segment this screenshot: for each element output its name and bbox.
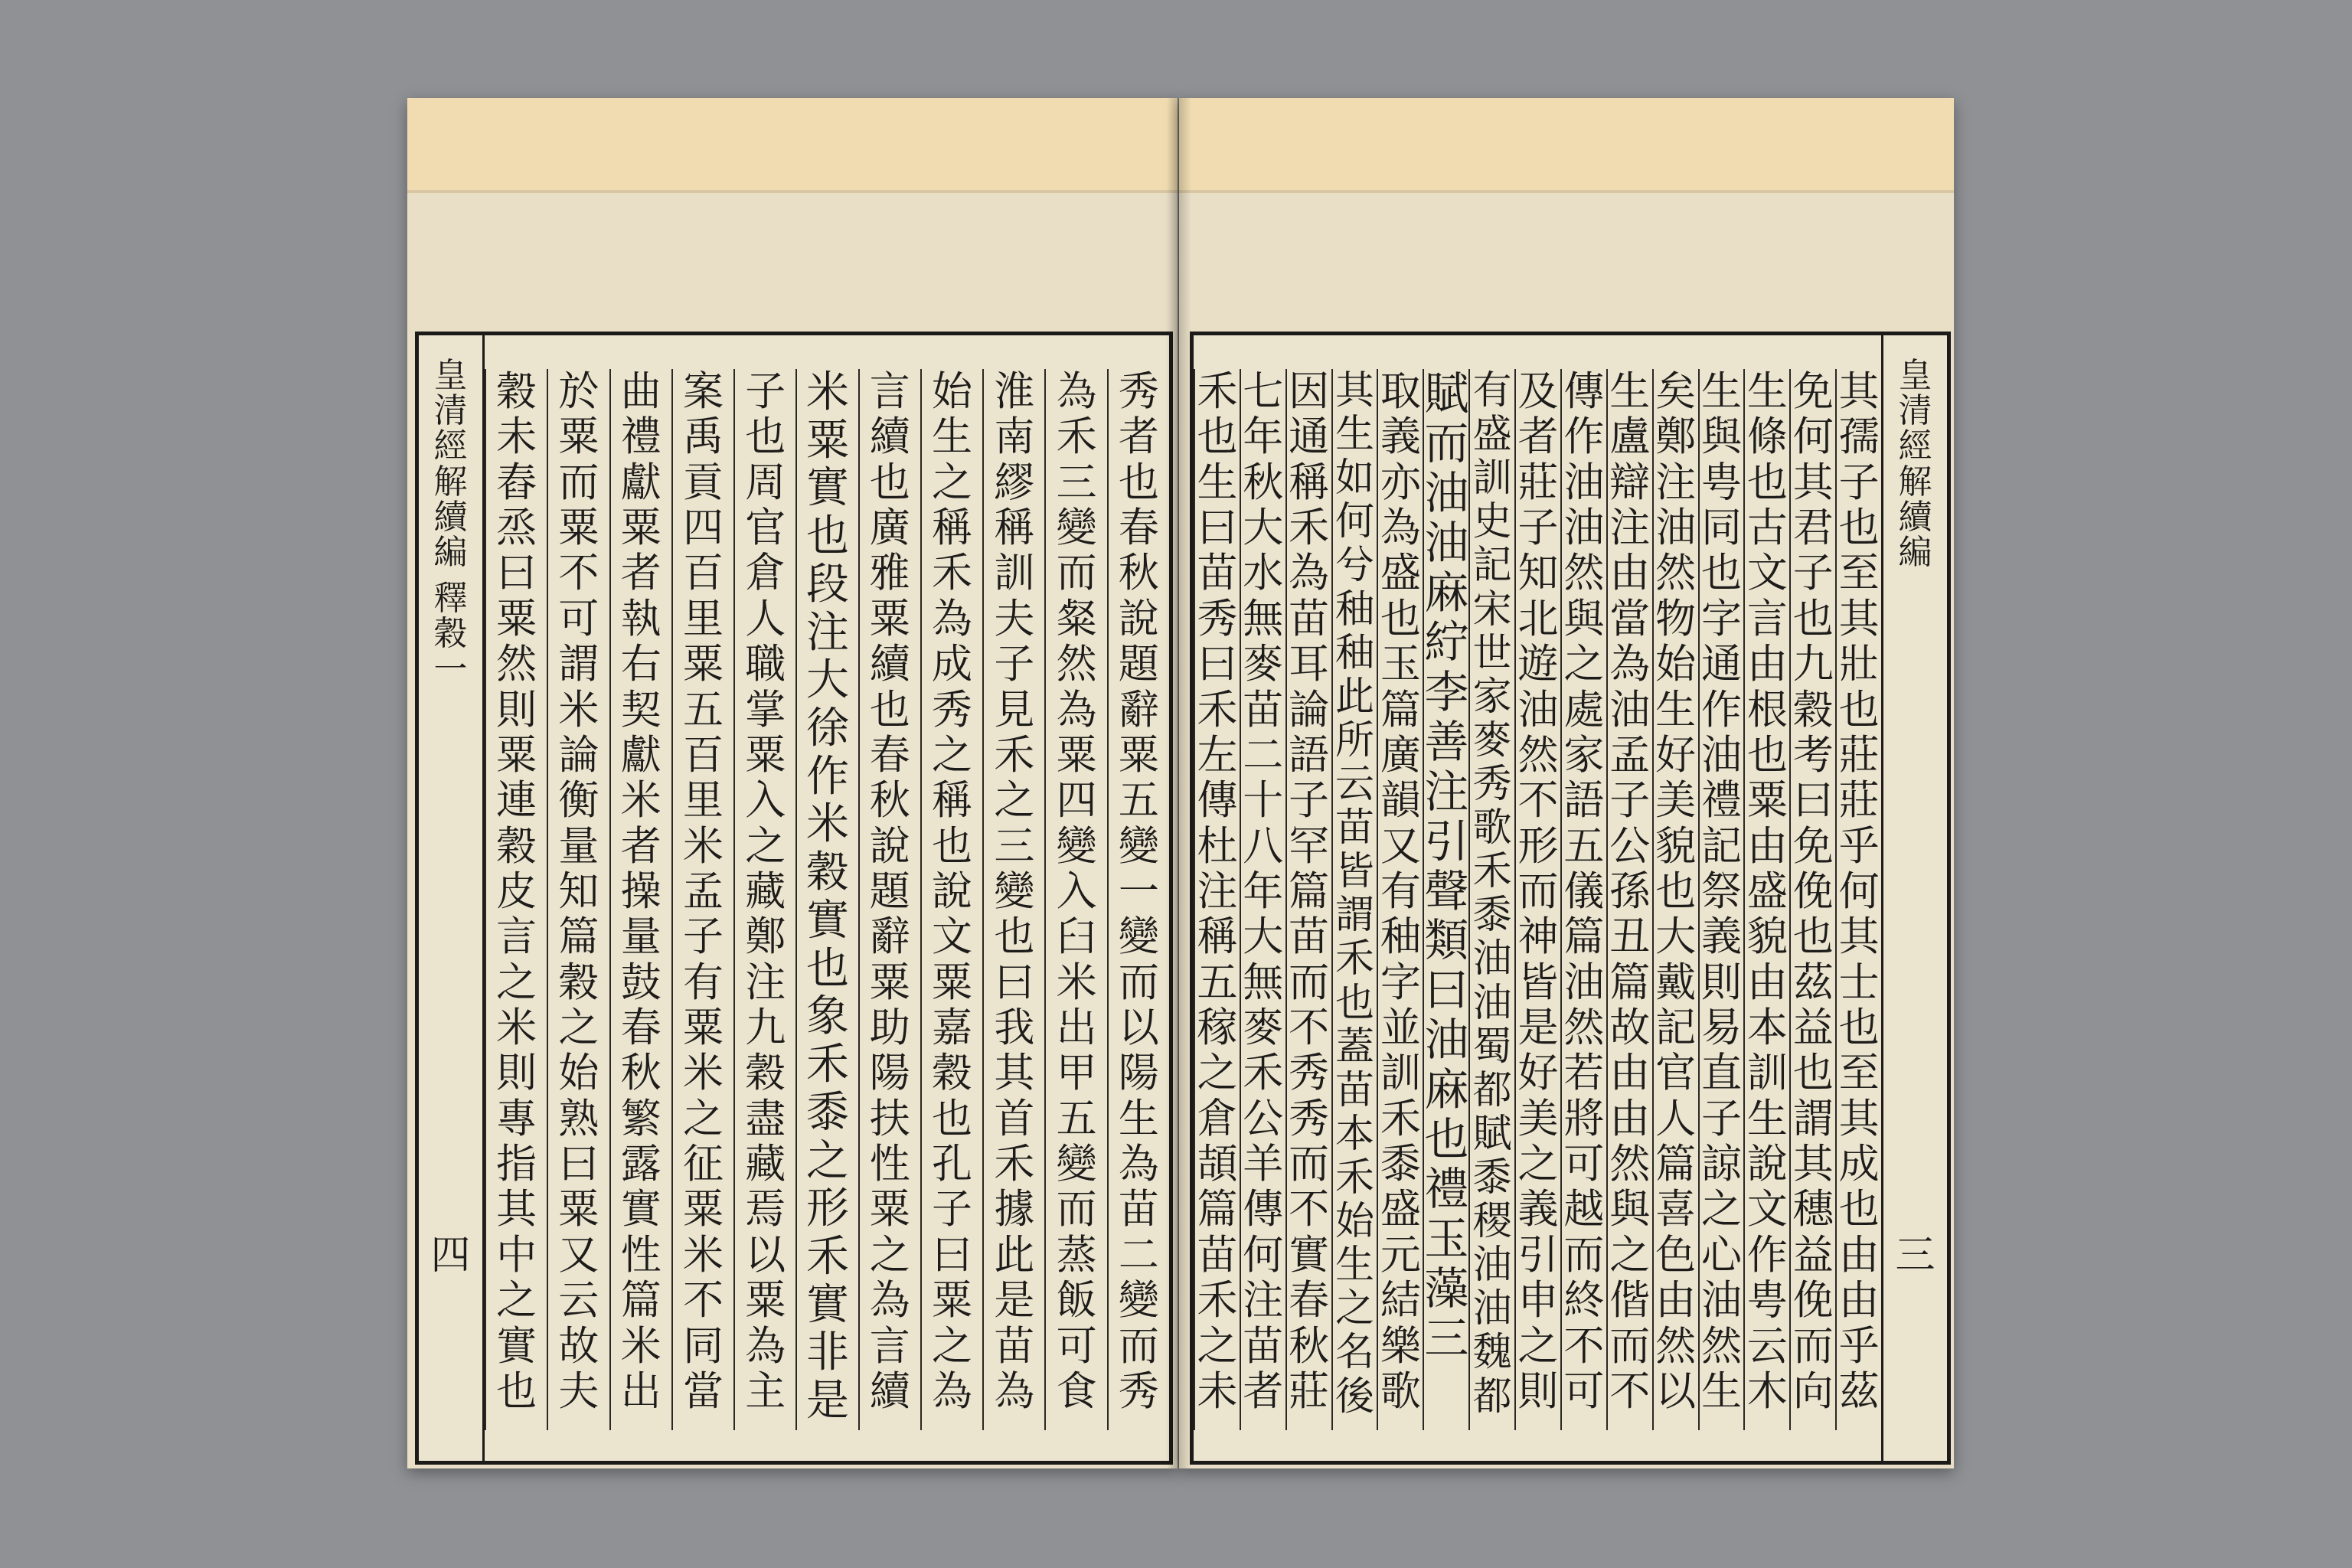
text-column: 有 盛 訓 史 記 宋 世 家 麥 秀 歌 禾 黍 油 油 蜀 都 賦 黍 稷 油 油 魏 都 — [1468, 369, 1514, 1430]
text-column: 禾 也 生 曰 苗 秀 曰 禾 左 傳 杜 注 稱 五 稼 之 倉 頡 篇 苗 禾 之 未 — [1194, 369, 1240, 1430]
text-column: 免 何 其 君 子 也 九 穀 考 曰 免 俛 也 茲 益 也 謂 其 穗 益 俛 而 向 — [1789, 369, 1835, 1430]
text-column: 言 續 也 廣 雅 粟 續 也 春 秋 說 題 辭 粟 助 陽 扶 性 粟 之 為 言 續 — [858, 369, 920, 1430]
page-fold-line — [1179, 190, 1954, 193]
section-label: 釋穀一 — [433, 579, 468, 689]
text-column: 其 生 如 何 兮 秞 秞 此 所 云 苗 皆 謂 禾 也 蓋 苗 本 禾 始 生 之 名 後 — [1331, 369, 1377, 1430]
text-column: 生 條 也 古 文 言 由 根 也 粟 由 盛 貌 由 本 訓 生 說 文 作 甹 云 木 — [1743, 369, 1789, 1430]
text-column: 於 粟 而 粟 不 可 謂 米 論 衡 量 知 篇 穀 之 始 熟 曰 粟 又 云 故 夫 — [547, 369, 609, 1430]
text-column: 秀 者 也 春 秋 說 題 辭 粟 五 變 一 變 而 以 陽 生 為 苗 二 變 而 秀 — [1107, 369, 1169, 1430]
page-top-band — [1179, 98, 1954, 190]
text-column: 為 禾 三 變 而 粲 然 為 粟 四 變 入 臼 米 出 甲 五 變 而 蒸 飯 可 食 — [1044, 369, 1106, 1430]
right-text-frame — [1190, 332, 1951, 1465]
text-column: 米 粟 實 也 段 注 大 徐 作 米 穀 實 也 象 禾 黍 之 形 禾 實 非 是 — [795, 369, 858, 1430]
left-page — [407, 98, 1178, 1468]
left-margin-strip — [419, 335, 485, 1461]
text-column: 七 年 秋 大 水 無 麥 苗 二 十 八 年 大 無 麥 禾 公 羊 傳 何 注 苗 者 — [1240, 369, 1285, 1430]
text-column: 穀 未 舂 烝 曰 粟 然 則 粟 連 穀 皮 言 之 米 則 專 指 其 中 之 實 也 — [485, 369, 547, 1430]
page-fold-line — [407, 190, 1178, 193]
margin-title: 皇清經解續編 — [433, 356, 468, 572]
text-column: 傳 作 油 油 然 與 之 處 家 語 五 儀 篇 油 然 若 將 可 越 而 終 不 可 — [1560, 369, 1606, 1430]
text-column: 始 生 之 稱 禾 為 成 秀 之 稱 也 說 文 粟 嘉 穀 也 孔 子 曰 粟 之 為 — [920, 369, 982, 1430]
text-column: 取 義 亦 為 盛 也 玉 篇 廣 韻 又 有 秞 字 並 訓 禾 黍 盛 元 結 樂 歌 — [1377, 369, 1423, 1430]
text-column: 淮 南 繆 稱 訓 夫 子 見 禾 之 三 變 也 曰 我 其 首 禾 據 此 是 苗 為 — [982, 369, 1044, 1430]
right-page — [1179, 98, 1954, 1468]
text-column: 矣 鄭 注 油 然 物 始 生 好 美 貌 也 大 戴 記 官 人 篇 喜 色 由 然 以 — [1652, 369, 1698, 1430]
text-column: 因 通 稱 禾 為 苗 耳 論 語 子 罕 篇 苗 而 不 秀 秀 而 不 實 春 秋 莊 — [1285, 369, 1331, 1430]
text-column: 生 盧 辯 注 由 當 為 油 孟 子 公 孫 丑 篇 故 由 由 然 與 之 偕 而 不 — [1606, 369, 1652, 1430]
margin-title: 皇清經解續編 — [1898, 356, 1932, 572]
text-column: 其 孺 子 也 至 其 壯 也 莊 莊 乎 何 其 士 也 至 其 成 也 由 由 乎 茲 — [1835, 369, 1881, 1430]
book-gutter — [1167, 98, 1191, 1468]
left-text-frame — [415, 332, 1173, 1465]
text-column: 子 也 周 官 倉 人 職 掌 粟 入 之 藏 鄭 注 九 穀 盡 藏 焉 以 粟 為 主 — [733, 369, 795, 1430]
text-column: 曲 禮 獻 粟 者 執 右 契 獻 米 者 操 量 鼓 春 秋 繁 露 實 性 篇 米 出 — [609, 369, 671, 1430]
page-number: 四 — [430, 1233, 471, 1279]
text-column: 賦 而 油 油 麻 紵 李 善 注 引 聲 類 曰 油 麻 也 禮 玉 藻 三 — [1423, 369, 1468, 1430]
page-top-band — [407, 98, 1178, 190]
text-column: 生 與 甹 同 也 字 通 作 油 禮 記 祭 義 則 易 直 子 諒 之 心 油 然 生 — [1698, 369, 1744, 1430]
right-margin-strip — [1881, 335, 1947, 1461]
text-column: 案 禹 貢 四 百 里 粟 五 百 里 米 孟 子 有 粟 米 之 征 粟 米 不 同 當 — [671, 369, 733, 1430]
page-number: 三 — [1895, 1233, 1936, 1279]
text-column: 及 者 莊 子 知 北 遊 油 然 不 形 而 神 皆 是 好 美 之 義 引 申 之 則 — [1514, 369, 1560, 1430]
